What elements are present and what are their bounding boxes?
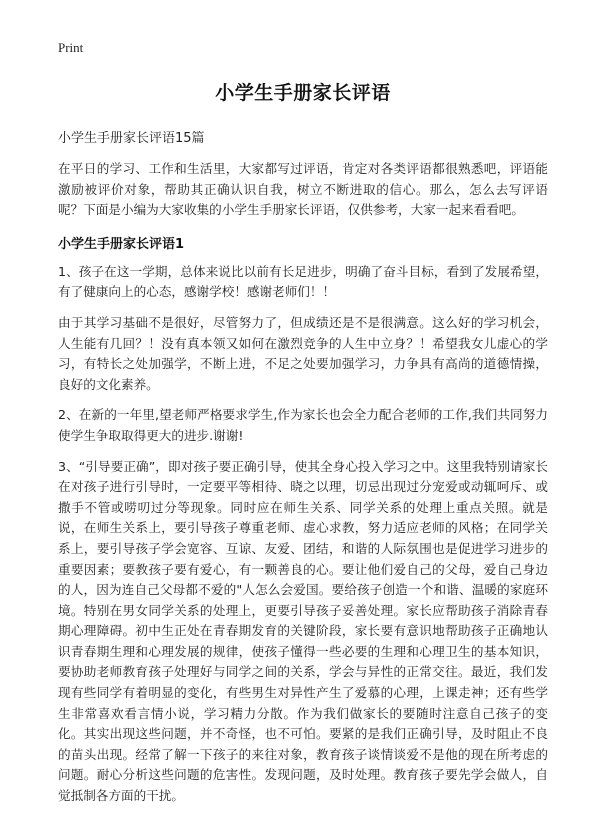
body-paragraph-4: 3、“引导要正确”，即对孩子要正确引导，使其全身心投入学习之中。这里我特别请家长在对孩子进行引导时，一定要平等相待、晓之以理，切忌出现过分宠爱或动辄呵斥、或撒手不管或唠叨过分等现象。同时应在师生关系、同学关系的处理上重点关照。就是说，在师生关系上，要引导孩子尊重老师、虚心求教，努力适应老师的风格；在同学关系上，要引导孩子学会宽容、互谅、友爱、团结，和谐的人际氛围也是促进学习进步的重要因素；要教孩子要有爱心，有一颗善良的心。要让他们爱自己的父母，爱自己身边的人，因为连自己父母都不爱的"人怎么会爱国。要给孩子创造一个和谐、温暖的家庭环境。特别在男女同学关系的处理上，更要引导孩子妥善处理。家长应帮助孩子消除青春期心理障碍。初中生正处在青春期发育的关键阶段，家长要有意识地帮助孩子正确地认识青春期生理和心理发展的规律，使孩子懂得一些必要的生理和心理卫生的基本知识，要协助老师教育孩子处理好与同学之间的关系，学会与异性的正常交往。最近，我们发现有些同学有着明显的变化，有些男生对异性产生了爱慕的心理，上课走神；还有些学生非常喜欢看言情小说，学习精力分散。作为我们做家长的要随时注意自己孩子的变化。其实出现这些问题，并不奇怪，也不可怕。要紧的是我们正确引导，及时阻止不良的苗头出现。经常了解一下孩子的来往对象，教育孩子谈情谈爱不是他的现在所考虑的问题。耐心分析这些问题的危害性。发现问题，及时处理。教育孩子要先学会做人，自觉抵制各方面的干扰。	[58, 458, 548, 804]
body-paragraph-1: 1、孩子在这一学期，总体来说比以前有长足进步，明确了奋斗目标，看到了发展希望，有了健康向上的心态，感谢学校！感谢老师们！！	[58, 263, 548, 300]
document-subtitle: 小学生手册家长评语15篇	[58, 131, 205, 146]
print-link[interactable]: Print	[58, 40, 84, 55]
body-paragraph-2: 由于其学习基础不是很好，尽管努力了，但成绩还是不是很满意。这么好的学习机会，人生能有几回？！没有真本领又如何在激烈竞争的人生中立身？！希望我女儿虚心的学习，有特长之处加强学，不断上进，不足之处要加强学习，力争具有高尚的道德情操，良好的文化素养。	[58, 314, 548, 392]
intro-paragraph: 在平日的学习、工作和生活里，大家都写过评语，肯定对各类评语都很熟悉吧，评语能激励被评价对象，帮助其正确认识自我，树立不断进取的信心。那么，怎么去写评语呢？下面是小编为大家收集的小学生手册家长评语，仅供参考，大家一起来看看吧。	[58, 161, 548, 218]
body-paragraph-3: 2、在新的一年里,望老师严格要求学生,作为家长也会全力配合老师的工作,我们共同努力使学生争取取得更大的进步.谢谢!	[58, 407, 548, 443]
page-title: 小学生手册家长评语	[215, 82, 391, 104]
section-heading: 小学生手册家长评语1	[58, 236, 185, 252]
